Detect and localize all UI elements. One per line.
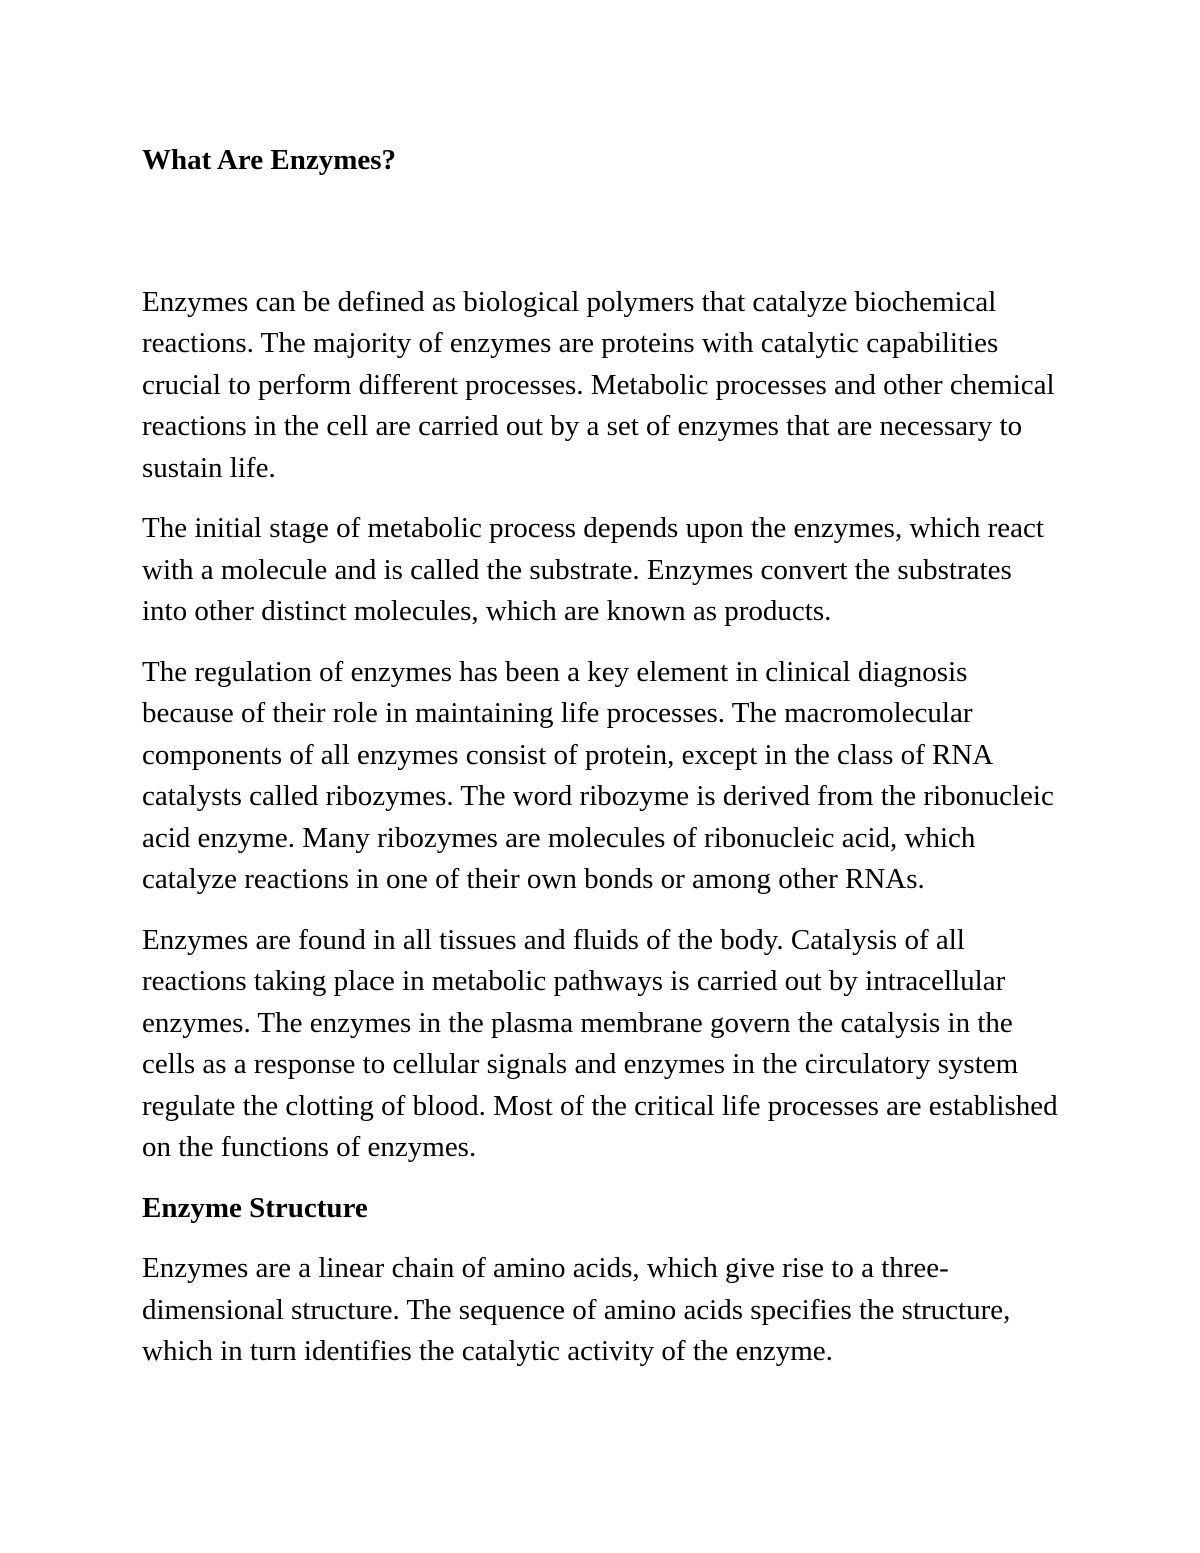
document-title: What Are Enzymes? [142,144,397,176]
paragraph-definition: Enzymes can be defined as biological polymers that catalyze biochemical reactions. The majority of enzymes are proteins with catalytic capabilities crucial to perform different processes. Metabolic processes and other chemical reactions in the cell are carried out by a set of enzymes that are necessary to sustain life. [142,285,1055,484]
paragraph-structure: Enzymes are a linear chain of amino acids, which give rise to a three-dimensional structure. The sequence of amino acids specifies the structure, which in turn identifies the catalytic activity of the enzyme. [142,1252,1011,1367]
paragraph-regulation: The regulation of enzymes has been a key element in clinical diagnosis because of their role in maintaining life processes. The macromolecular components of all enzymes consist of protein, except in the class of RNA catalysts called ribozymes. The word ribozyme is derived from the ribonucleic acid enzyme. Many ribozymes are molecules of ribonucleic acid, which catalyze reactions in one of their own bonds or among other RNAs. [142,655,1054,895]
paragraph-location: Enzymes are found in all tissues and fluids of the body. Catalysis of all reactions taking place in metabolic pathways is carried out by intracellular enzymes. The enzymes in the plasma membrane govern the catalysis in the cells as a response to cellular signals and enzymes in the circulatory system regulate the clotting of blood. Most of the critical life processes are established on the functions of enzymes. [142,923,1058,1163]
section-heading: Enzyme Structure [142,1191,368,1224]
paragraph-metabolic-stage: The initial stage of metabolic process depends upon the enzymes, which react with a molecule and is called the substrate. Enzymes convert the substrates into other distinct molecules, which are known as products. [142,512,1044,627]
document-page [142,140,1062,1392]
